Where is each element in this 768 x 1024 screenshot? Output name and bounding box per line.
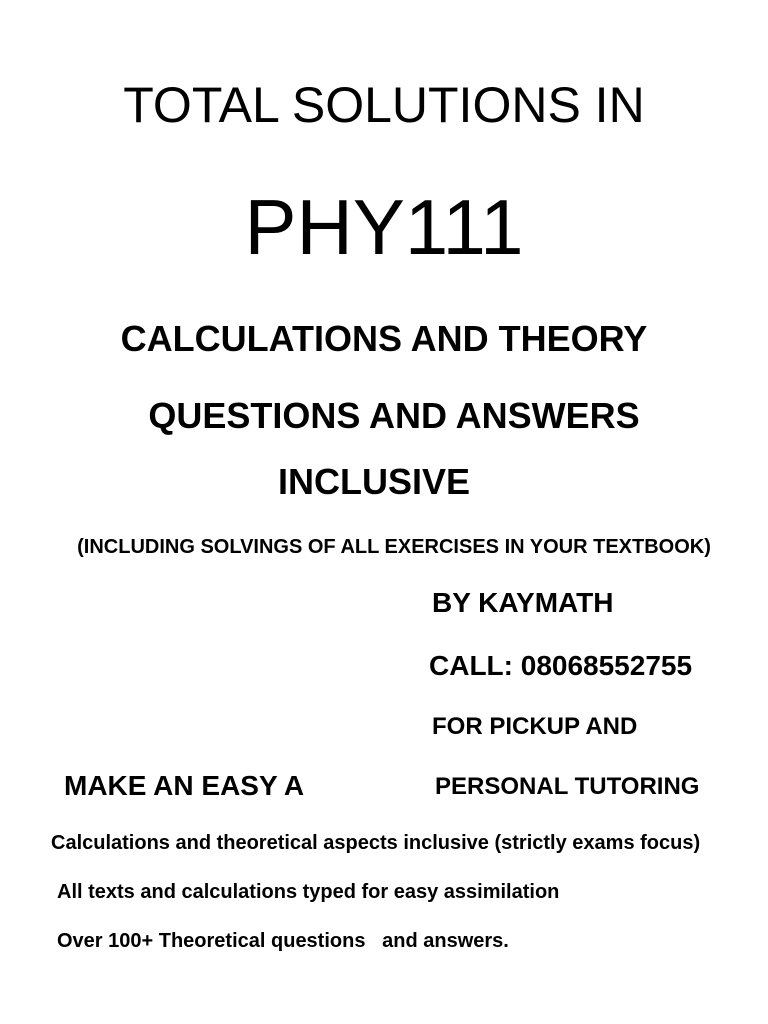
textbook-note: (INCLUDING SOLVINGS OF ALL EXERCISES IN YOUR TEXTBOOK): [77, 536, 711, 558]
author-line: BY KAYMATH: [432, 587, 614, 618]
phone-line: CALL: 08068552755: [429, 650, 693, 681]
feature-line-3: Over 100+ Theoretical questions and answers.: [57, 930, 509, 952]
title-line-1: TOTAL SOLUTIONS IN: [123, 77, 645, 133]
service-line-2: PERSONAL TUTORING: [435, 773, 700, 800]
slogan: MAKE AN EASY A: [64, 770, 305, 801]
course-code-title: PHY111: [244, 183, 524, 271]
feature-line-2: All texts and calculations typed for easy assimilation: [57, 881, 560, 903]
feature-line-1: Calculations and theoretical aspects inclusive (strictly exams focus): [51, 832, 701, 854]
service-line-1: FOR PICKUP AND: [432, 713, 638, 740]
subtitle-line-3: INCLUSIVE: [277, 461, 471, 502]
subtitle-line-1: CALCULATIONS AND THEORY: [120, 318, 648, 359]
subtitle-line-2: QUESTIONS AND ANSWERS: [148, 395, 640, 436]
